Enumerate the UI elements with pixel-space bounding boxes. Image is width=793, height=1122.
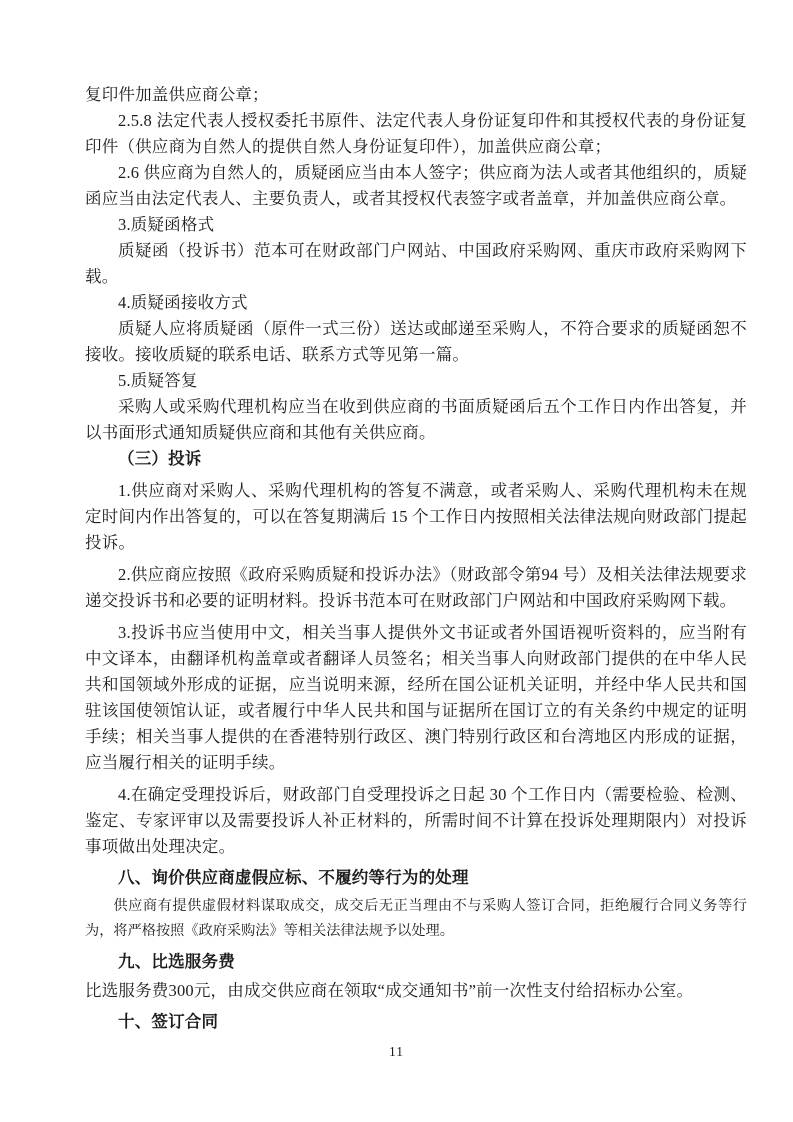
clause-2-5-8: 2.5.8 法定代表人授权委托书原件、法定代表人身份证复印件和其授权代表的身份证复印件（供应商为自然人的提供自然人身份证复印件），加盖供应商公章； [85,111,747,156]
complaint-item-3: 3.投诉书应当使用中文，相关当事人提供外文书证或者外国语视听资料的，应当附有中文译本，由翻译机构盖章或者翻译人员签名；相关当事人向财政部门提供的在中华人民共和国领域外形成的证据，应当说明来源，经所在国公证机关证明，并经中华人民共和国驻该国使领馆认证，或者履行中华人民共和国与证据所在国订立的有关条约中规定的证明手续；相关当事人提供的在香港特别行政区、澳门特别行政区和台湾地区内形成的证据，应当履行相关的证明手续。 [85,623,747,772]
section-9-heading: 九、比选服务费 [118,952,235,971]
clause-4-title: 4.质疑函接收方式 [118,293,248,312]
complaint-item-2: 2.供应商应按照《政府采购质疑和投诉办法》（财政部令第94 号）及相关法律法规要求递交投诉书和必要的证明材料。投诉书范本可在财政部门户网站和中国政府采购网下载。 [85,565,747,610]
clause-2-6: 2.6 供应商为自然人的，质疑函应当由本人签字；供应商为法人或者其他组织的，质疑函应当由法定代表人、主要负责人，或者其授权代表签字或者盖章，并加盖供应商公章。 [85,163,747,208]
clause-3-body: 质疑函（投诉书）范本可在财政部门户网站、中国政府采购网、重庆市政府采购网下载。 [85,241,747,286]
paragraph-continuation: 复印件加盖供应商公章； [85,85,269,104]
section-3-complaint-heading: （三）投诉 [118,449,202,468]
document-content [85,82,747,1038]
section-10-heading: 十、签订合同 [118,1012,219,1031]
complaint-item-4: 4.在确定受理投诉后，财政部门自受理投诉之日起 30 个工作日内（需要检验、检测、鉴定、专家评审以及需要投诉人补正材料的，所需时间不计算在投诉处理期限内）对投诉事项做出处理决定。 [85,785,747,856]
page-number: 11 [389,1044,404,1059]
section-9-body: 比选服务费300元，由成交供应商在领取“成交通知书”前一次性支付给招标办公室。 [85,981,694,1000]
complaint-item-1: 1.供应商对采购人、采购代理机构的答复不满意，或者采购人、采购代理机构未在规定时间内作出答复的，可以在答复期满后 15 个工作日内按照相关法律法规向财政部门提起投诉。 [85,481,747,552]
section-8-heading: 八、询价供应商虚假应标、不履约等行为的处理 [118,868,469,887]
section-8-body: 供应商有提供虚假材料谋取成交，成交后无正当理由不与采购人签订合同，拒绝履行合同义务等行为，将严格按照《政府采购法》等相关法律法规予以处理。 [85,898,747,939]
clause-5-body: 采购人或采购代理机构应当在收到供应商的书面质疑函后五个工作日内作出答复，并以书面形式通知质疑供应商和其他有关供应商。 [85,397,747,442]
clause-5-title: 5.质疑答复 [118,371,198,390]
clause-4-body: 质疑人应将质疑函（原件一式三份）送达或邮递至采购人，不符合要求的质疑函恕不接收。接收质疑的联系电话、联系方式等见第一篇。 [85,319,747,364]
clause-3-title: 3.质疑函格式 [118,215,215,234]
